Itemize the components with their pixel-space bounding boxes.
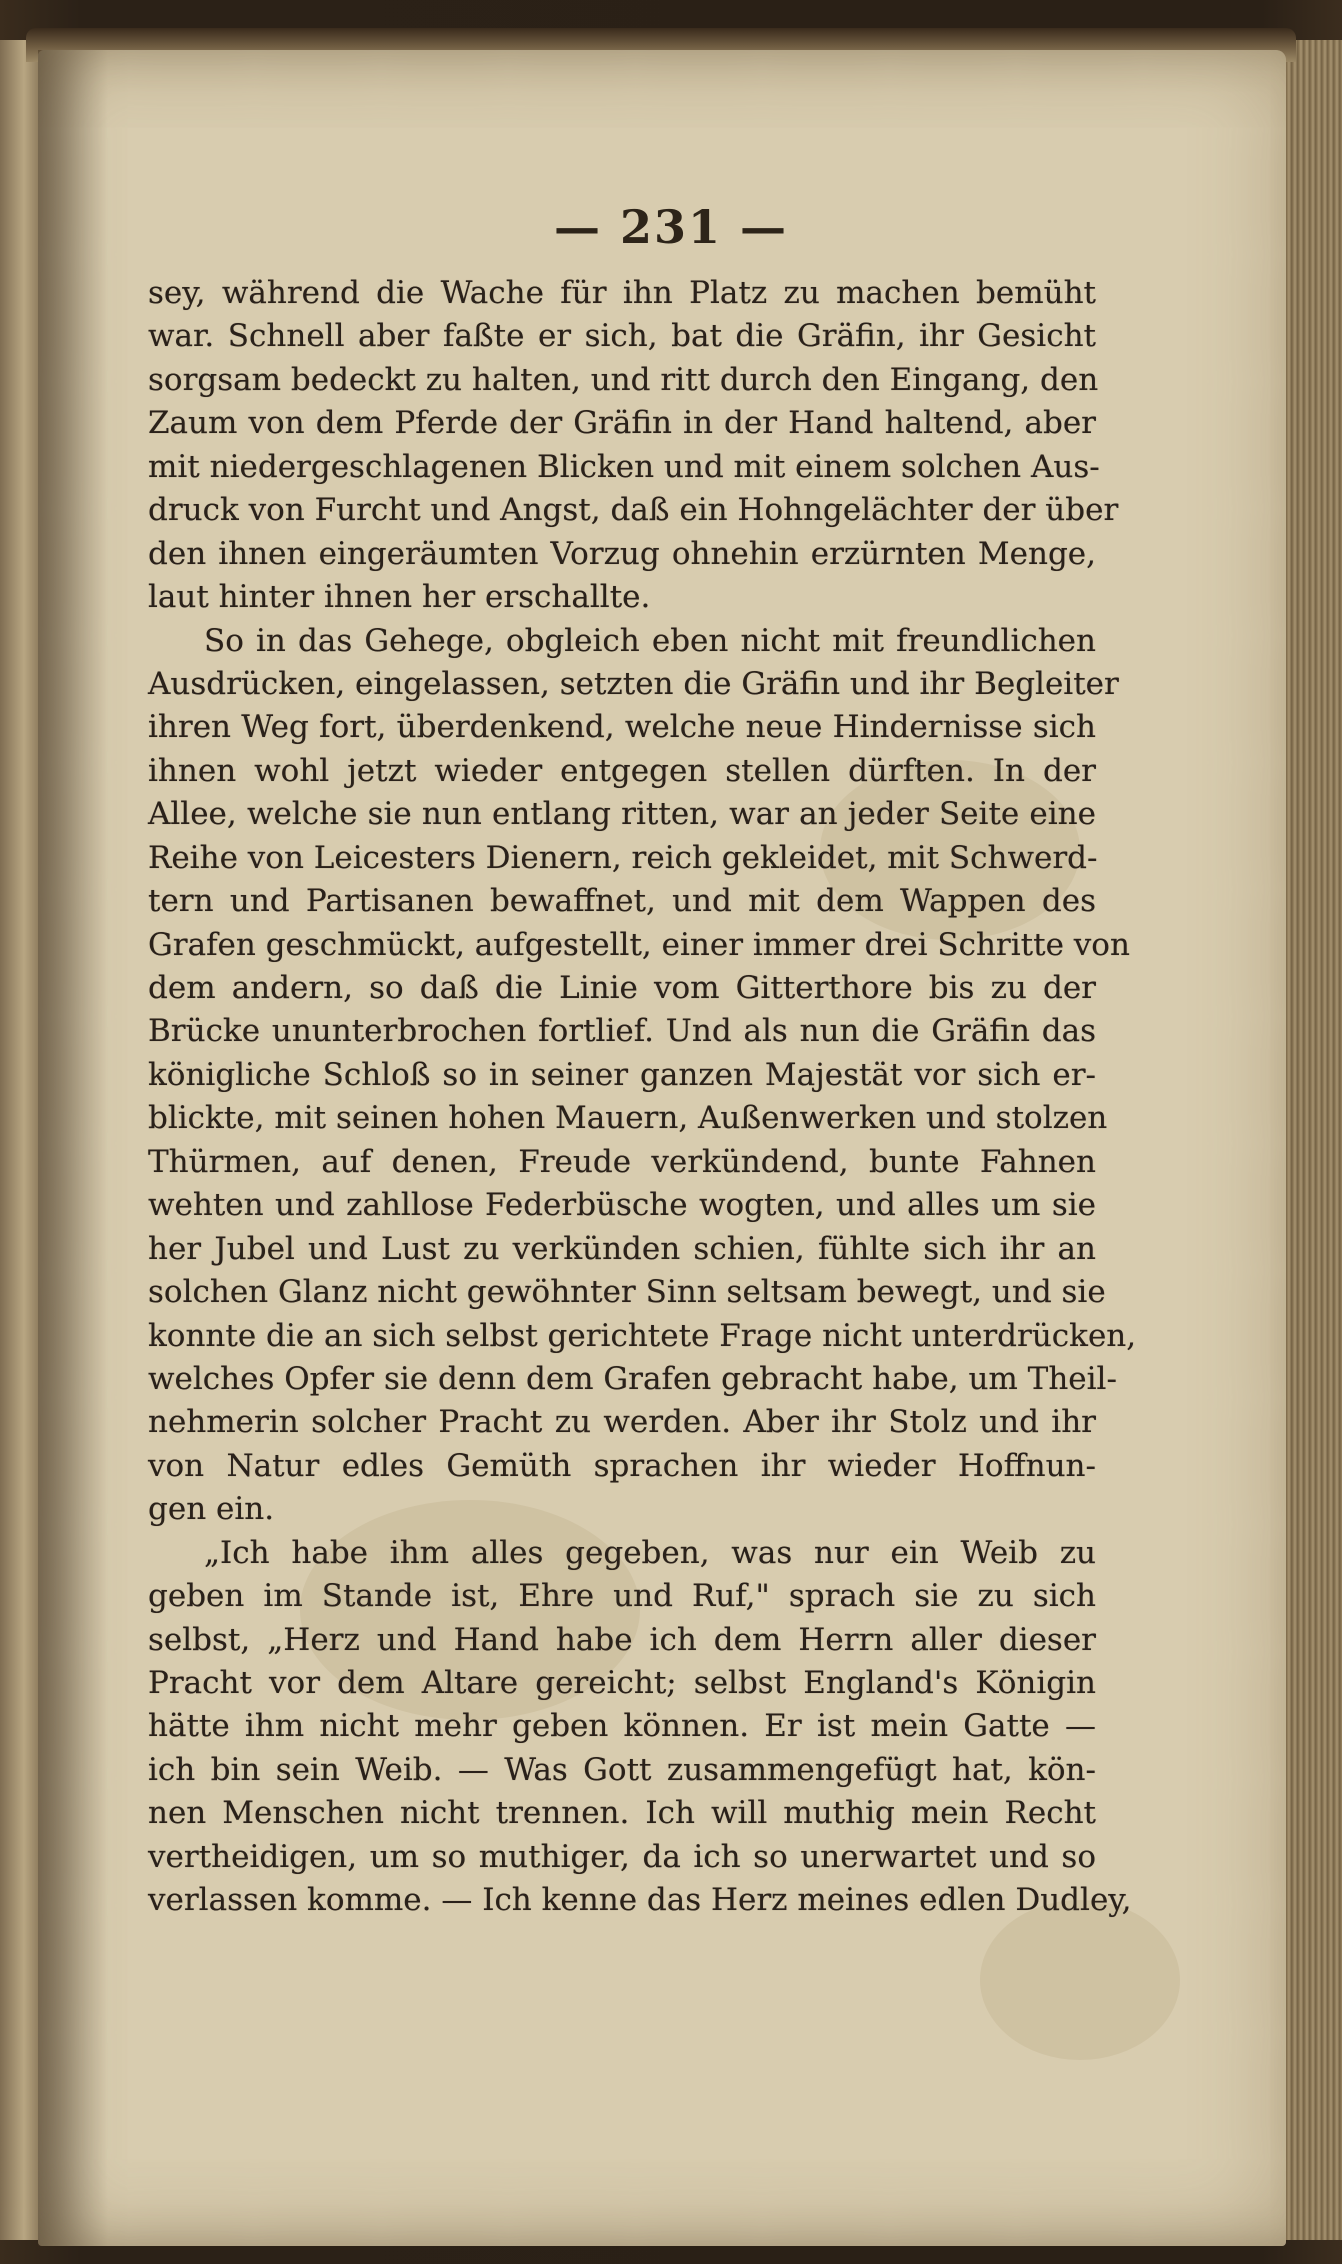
paper-stain <box>980 1900 1180 2060</box>
text-line: Grafen geschmückt, aufgestellt, einer immer drei Schritte von <box>148 926 1130 963</box>
text-line: mit niedergeschlagenen Blicken und mit einem solchen Aus- <box>148 448 1100 485</box>
text-line: Allee, welche sie nun entlang ritten, war an jeder Seite eine <box>148 796 1096 833</box>
text-line: So in das Gehege, obgleich eben nicht mit freundlichen <box>204 622 1096 659</box>
text-line: vertheidigen, um so muthiger, da ich so unerwartet und so <box>148 1838 1096 1875</box>
text-line: den ihnen eingeräumten Vorzug ohnehin erzürnten Menge, <box>148 535 1096 572</box>
text-line: verlassen komme. — Ich kenne das Herz meines edlen Dudley, <box>148 1882 1132 1919</box>
text-line: konnte die an sich selbst gerichtete Frage nicht unterdrücken, <box>148 1317 1137 1354</box>
text-line: tern und Partisanen bewaffnet, und mit dem Wappen des <box>148 883 1096 920</box>
body-text <box>148 272 1137 1923</box>
text-line: „Ich habe ihm alles gegeben, was nur ein Weib zu <box>204 1534 1096 1571</box>
text-line: sey, während die Wache für ihn Platz zu machen bemüht <box>148 275 1096 311</box>
text-line: geben im Stande ist, Ehre und Ruf," sprach sie zu sich <box>148 1578 1096 1615</box>
page-number: — 231 — <box>553 200 789 254</box>
text-line: ich bin sein Weib. — Was Gott zusammengefügt hat, kön- <box>148 1751 1096 1788</box>
text-line: selbst, „Herz und Hand habe ich dem Herrn aller dieser <box>148 1621 1096 1658</box>
text-line: solchen Glanz nicht gewöhnter Sinn seltsam bewegt, und sie <box>148 1274 1106 1311</box>
text-line: ihren Weg fort, überdenkend, welche neue Hindernisse sich <box>148 709 1096 746</box>
text-line: laut hinter ihnen her erschallte. <box>148 579 651 616</box>
text-line: dem andern, so daß die Linie vom Gitterthore bis zu der <box>148 970 1096 1006</box>
text-line: nehmerin solcher Pracht zu werden. Aber ihr Stolz und ihr <box>148 1404 1096 1441</box>
text-line: gen ein. <box>148 1491 275 1528</box>
text-line: von Natur edles Gemüth sprachen ihr wieder Hoffnun- <box>148 1447 1096 1484</box>
facing-page-edge <box>0 40 40 2240</box>
text-line: königliche Schloß so in seiner ganzen Majestät vor sich er- <box>148 1056 1096 1093</box>
text-line: her Jubel und Lust zu verkünden schien, fühlte sich ihr an <box>148 1230 1096 1267</box>
text-line: Zaum von dem Pferde der Gräfin in der Hand haltend, aber <box>148 405 1096 442</box>
text-line: welches Opfer sie denn dem Grafen gebracht habe, um Theil- <box>148 1360 1117 1397</box>
text-line: nen Menschen nicht trennen. Ich will muthig mein Recht <box>148 1795 1096 1832</box>
text-line: wehten und zahllose Federbüsche wogten, und alles um sie <box>148 1187 1096 1224</box>
text-line: Brücke ununterbrochen fortlief. Und als nun die Gräfin das <box>148 1013 1096 1050</box>
text-line: Reihe von Leicesters Dienern, reich gekleidet, mit Schwerd- <box>148 839 1098 876</box>
text-line: Thürmen, auf denen, Freude verkündend, bunte Fahnen <box>148 1143 1096 1180</box>
text-line: blickte, mit seinen hohen Mauern, Außenwerken und stolzen <box>148 1100 1108 1137</box>
text-line: war. Schnell aber faßte er sich, bat die Gräfin, ihr Gesicht <box>148 318 1096 355</box>
text-line: hätte ihm nicht mehr geben können. Er ist mein Gatte — <box>148 1708 1096 1745</box>
gutter-shadow <box>38 50 108 2246</box>
text-line: sorgsam bedeckt zu halten, und ritt durch den Eingang, den <box>148 361 1099 398</box>
text-line: druck von Furcht und Angst, daß ein Hohngelächter der über <box>148 492 1119 529</box>
page-edge-stack <box>1280 40 1342 2240</box>
text-line: Ausdrücken, eingelassen, setzten die Gräfin und ihr Begleiter <box>148 665 1119 702</box>
text-line: Pracht vor dem Altare gereicht; selbst England's Königin <box>148 1665 1096 1701</box>
text-line: ihnen wohl jetzt wieder entgegen stellen dürften. In der <box>148 752 1096 789</box>
